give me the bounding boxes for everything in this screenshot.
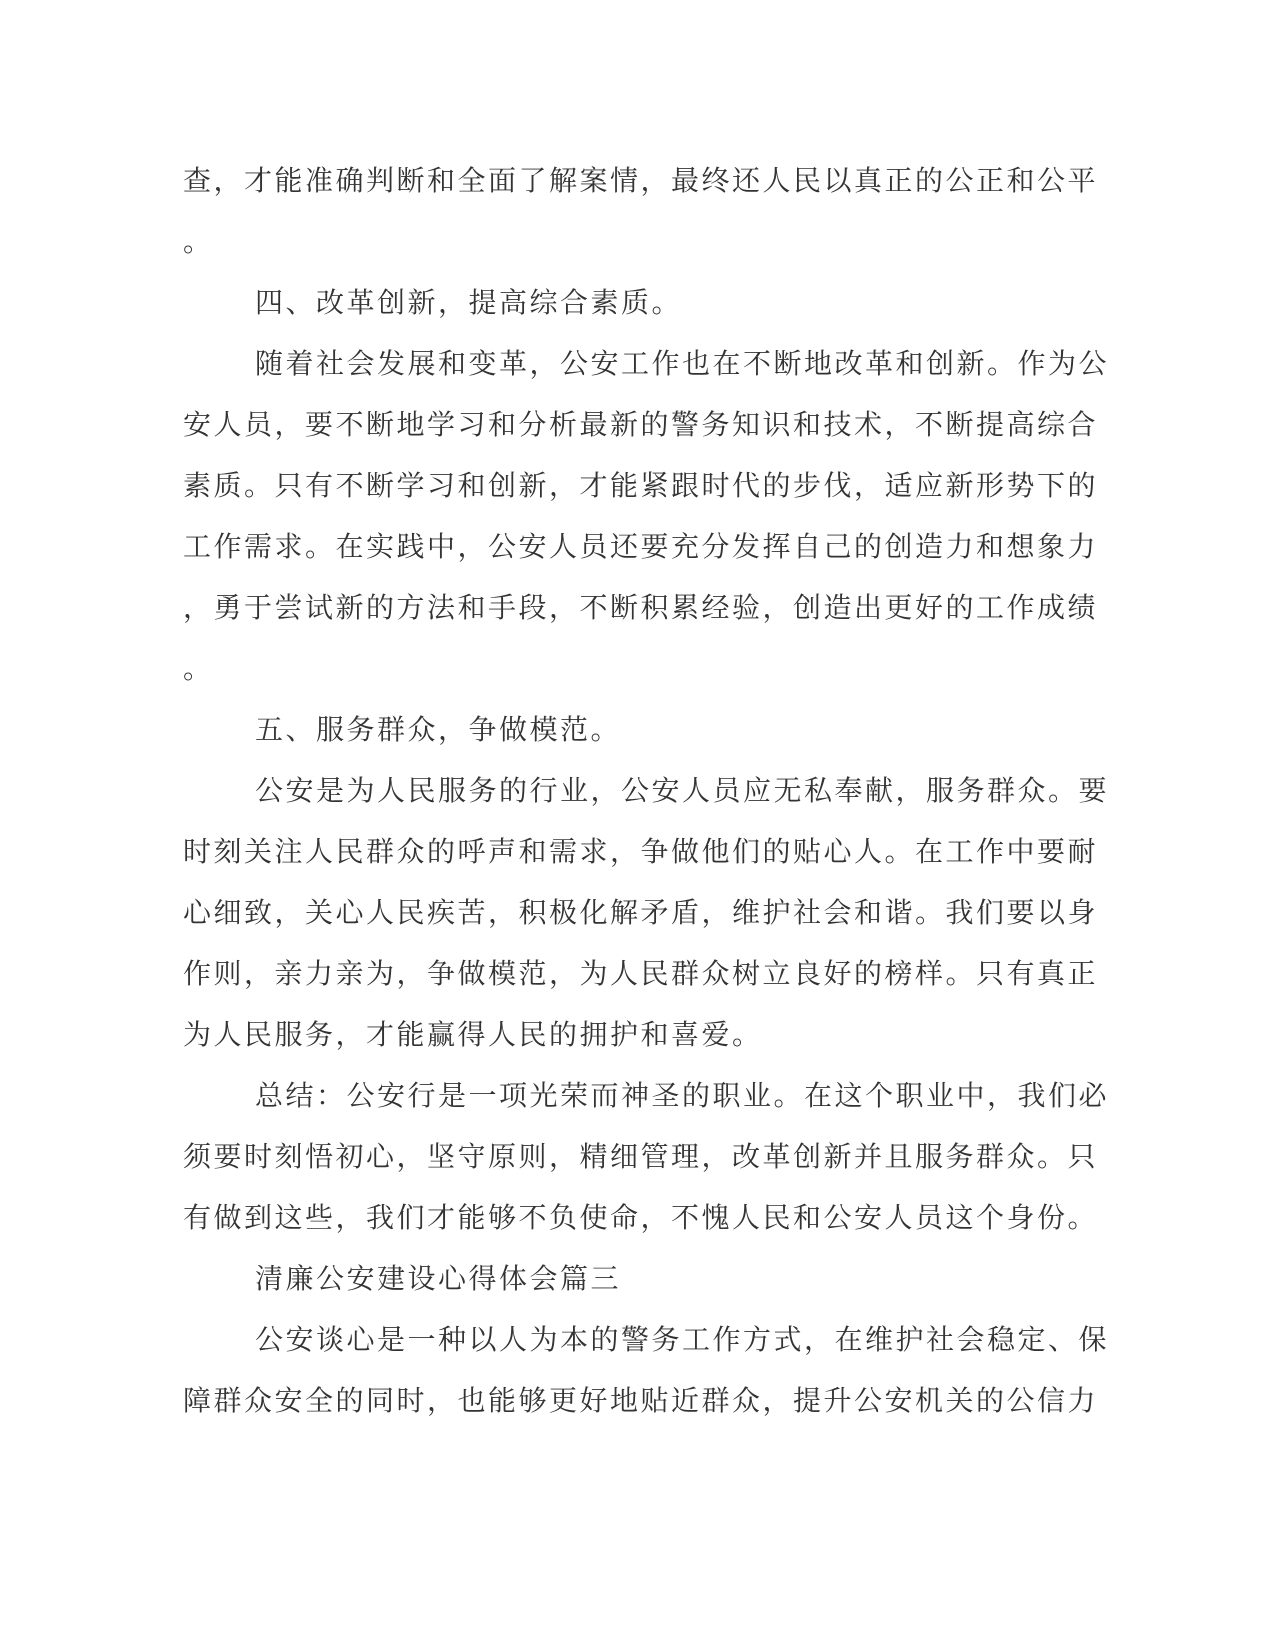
body-line: 时刻关注人民群众的呼声和需求，争做他们的贴心人。在工作中要耐 bbox=[183, 835, 1099, 868]
body-line: 随着社会发展和变革，公安工作也在不断地改革和创新。作为公 bbox=[255, 347, 1110, 380]
document-body bbox=[183, 150, 1110, 1431]
body-line: 障群众安全的同时，也能够更好地贴近群众，提升公安机关的公信力 bbox=[183, 1384, 1099, 1417]
body-line: 为人民服务，才能赢得人民的拥护和喜爱。 bbox=[183, 1018, 763, 1051]
body-line: ，勇于尝试新的方法和手段，不断积累经验，创造出更好的工作成绩 bbox=[183, 591, 1099, 624]
body-line: 心细致，关心人民疾苦，积极化解矛盾，维护社会和谐。我们要以身 bbox=[183, 896, 1099, 929]
body-line: 公安谈心是一种以人为本的警务工作方式，在维护社会稳定、保 bbox=[255, 1323, 1110, 1356]
body-line: 安人员，要不断地学习和分析最新的警务知识和技术，不断提高综合 bbox=[183, 408, 1099, 441]
section-heading: 四、改革创新，提高综合素质。 bbox=[255, 286, 683, 319]
body-line: 公安是为人民服务的行业，公安人员应无私奉献，服务群众。要 bbox=[255, 774, 1110, 807]
body-line: 作则，亲力亲为，争做模范，为人民群众树立良好的榜样。只有真正 bbox=[183, 957, 1099, 990]
body-line: 有做到这些，我们才能够不负使命，不愧人民和公安人员这个身份。 bbox=[183, 1201, 1099, 1234]
article-heading: 清廉公安建设心得体会篇三 bbox=[255, 1262, 622, 1295]
body-line: 总结：公安行是一项光荣而神圣的职业。在这个职业中，我们必 bbox=[255, 1079, 1110, 1112]
body-line: 。 bbox=[183, 225, 214, 258]
section-heading: 五、服务群众，争做模范。 bbox=[255, 713, 622, 746]
body-line: 工作需求。在实践中，公安人员还要充分发挥自己的创造力和想象力 bbox=[183, 530, 1099, 563]
body-line: 查，才能准确判断和全面了解案情，最终还人民以真正的公正和公平 bbox=[183, 164, 1099, 197]
body-line: 素质。只有不断学习和创新，才能紧跟时代的步伐，适应新形势下的 bbox=[183, 469, 1099, 502]
body-line: 须要时刻悟初心，坚守原则，精细管理，改革创新并且服务群众。只 bbox=[183, 1140, 1099, 1173]
body-line: 。 bbox=[183, 652, 214, 685]
